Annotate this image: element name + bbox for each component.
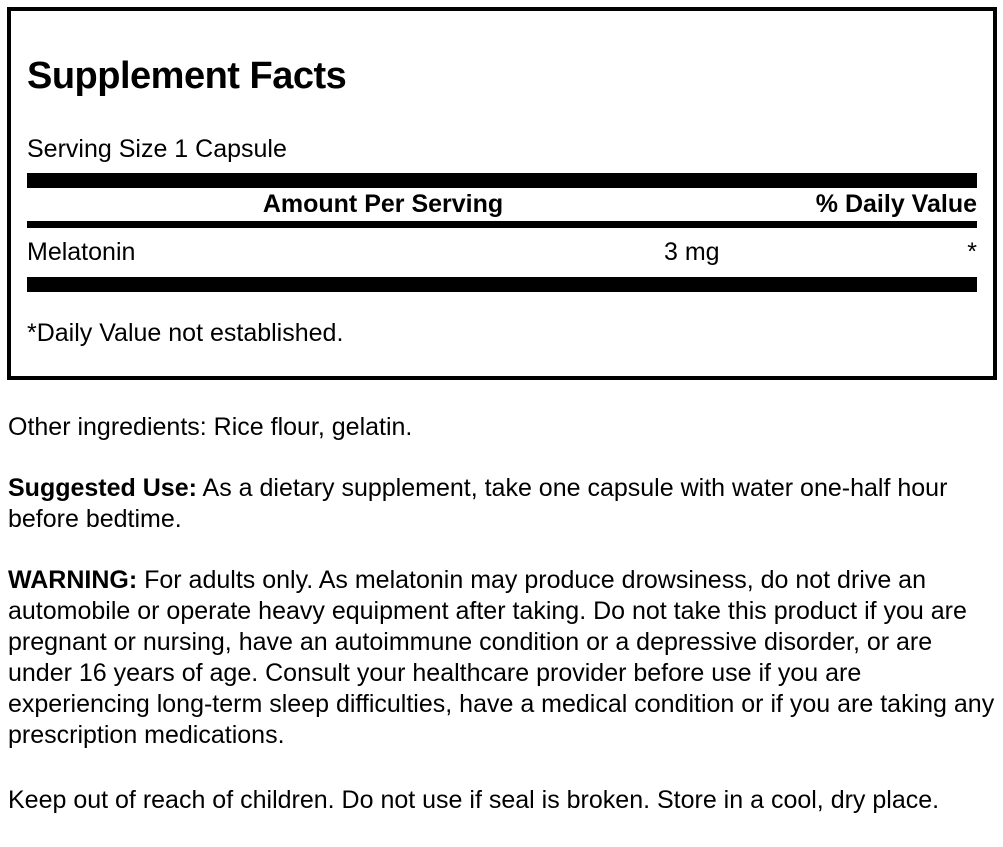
daily-value-footnote: *Daily Value not established. [27,319,344,347]
suggested-use-paragraph [8,473,995,535]
supplement-facts-panel [7,7,997,380]
warning-label: WARNING: [8,566,138,594]
warning-paragraph [8,565,995,751]
serving-size: Serving Size 1 Capsule [27,135,287,163]
storage-text: Keep out of reach of children. Do not use if seal is broken. Store in a cool, dry place. [8,786,940,814]
thick-divider-top [27,173,977,188]
other-ingredients-text: Other ingredients: Rice flour, gelatin. [8,413,413,441]
column-header-daily-value: % Daily Value [815,190,977,218]
thick-divider-bottom [27,277,977,292]
label-info-text [8,412,995,816]
ingredient-daily-value: * [967,238,977,266]
warning-text: For adults only. As melatonin may produce drowsiness, do not drive an automobile or operate heavy equipment after taking. Do not take this product if you are pregnant or nursing, have an autoimmune condition or a depressive disorder, or are under 16 years of age. Consult your healthcare provider before use if you are experiencing long-term sleep difficulties, have a medical condition or if you are taking any prescription medications. [8,566,995,749]
panel-title: Supplement Facts [27,55,347,97]
ingredient-row [27,228,977,277]
suggested-use-label: Suggested Use: [8,474,197,502]
ingredient-amount: 3 mg [664,238,720,266]
column-header-row [27,188,977,228]
ingredient-name: Melatonin [27,238,136,266]
suggested-use-text: As a dietary supplement, take one capsule with water one-half hour before bedtime. [8,474,948,533]
column-header-amount-per-serving: Amount Per Serving [262,190,504,218]
